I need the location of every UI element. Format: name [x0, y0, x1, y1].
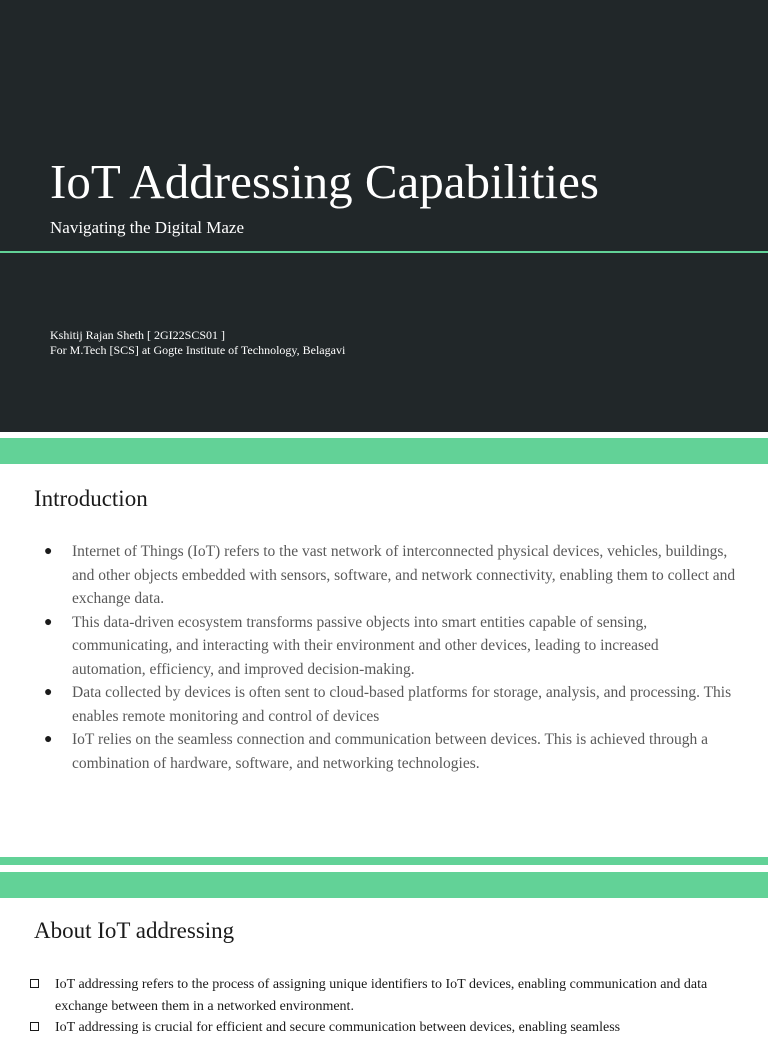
- slide-top-band: [0, 872, 768, 898]
- list-item-text: Data collected by devices is often sent to cloud-based platforms for storage, analysis, and processing. This enables remote monitoring and control of devices: [72, 684, 732, 725]
- checkbox-square-icon: [30, 979, 39, 988]
- author-name: Kshitij Rajan Sheth [ 2GI22SCS01 ]: [50, 328, 226, 342]
- title-slide: [0, 0, 768, 432]
- about-addressing-list: [28, 974, 748, 1039]
- slide-top-band: [0, 438, 768, 464]
- list-item-text: IoT relies on the seamless connection and communication between devices. This is achieved through a combination of hardware, software, and networking technologies.: [72, 731, 709, 772]
- list-item: [28, 974, 748, 1017]
- introduction-heading: Introduction: [34, 486, 148, 511]
- bullet-dot-icon: ●: [44, 685, 53, 700]
- author-affiliation: For M.Tech [SCS] at Gogte Institute of Technology, Belagavi: [50, 343, 346, 357]
- bullet-dot-icon: ●: [44, 614, 53, 630]
- checkbox-square-icon: [30, 1022, 39, 1031]
- list-item: [36, 681, 736, 728]
- list-item: [36, 611, 736, 682]
- list-item-text: IoT addressing refers to the process of assigning unique identifiers to IoT devices, enabling communication and data exchange between them in a networked environment.: [55, 977, 708, 1014]
- list-item: [28, 1017, 748, 1039]
- introduction-list: [36, 540, 736, 775]
- list-item: [36, 728, 736, 775]
- bullet-dot-icon: ●: [44, 732, 53, 747]
- bullet-dot-icon: ●: [44, 544, 53, 559]
- slide-title: IoT Addressing Capabilities: [50, 154, 599, 209]
- slide-bottom-band: [0, 857, 768, 865]
- accent-divider: [0, 251, 768, 253]
- about-addressing-heading: About IoT addressing: [34, 918, 235, 943]
- author-block: [50, 328, 345, 358]
- list-item: [36, 540, 736, 611]
- list-item-text: Internet of Things (IoT) refers to the vast network of interconnected physical devices, vehicles, buildings, and other objects embedded with sensors, software, and network connectivity, enabling them to collect and exchange data.: [72, 543, 736, 607]
- list-item-text: This data-driven ecosystem transforms passive objects into smart entities capable of sensing, communicating, and interacting with their environment and other devices, leading to increased automation, efficiency, and improved decision-making.: [72, 613, 659, 678]
- slide-subtitle: Navigating the Digital Maze: [50, 218, 245, 237]
- list-item-text: IoT addressing is crucial for efficient and secure communication between devices, enabling seamless: [55, 1020, 621, 1035]
